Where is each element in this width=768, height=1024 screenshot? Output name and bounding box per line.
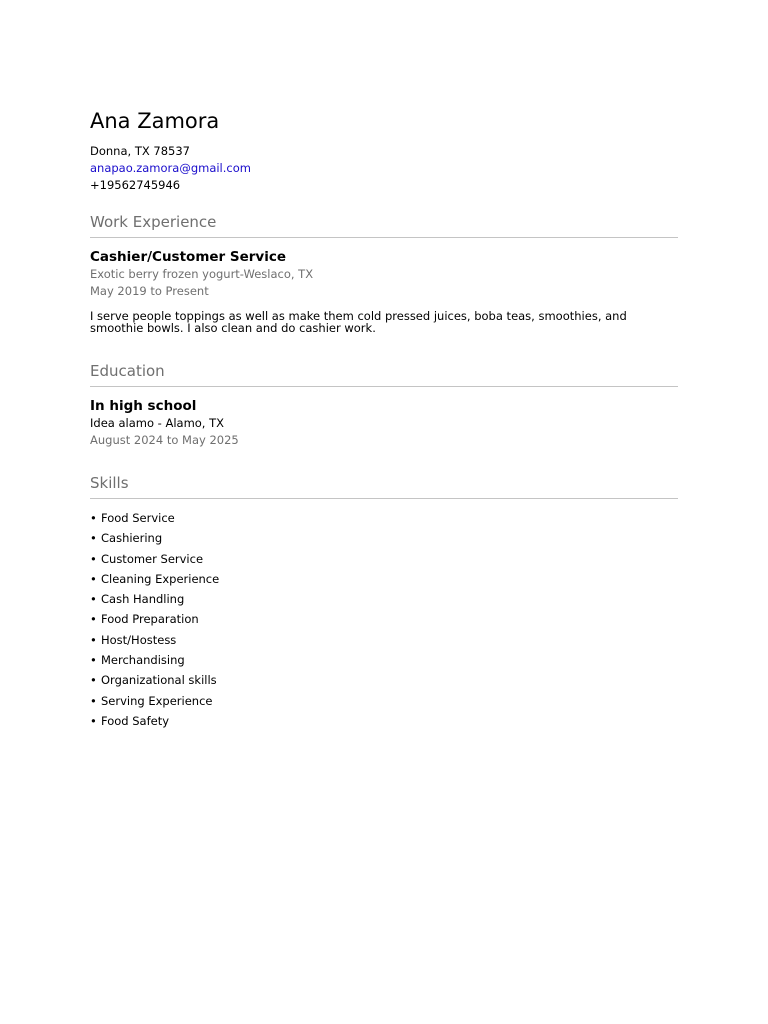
list-item: [90, 589, 678, 609]
bullet-icon: •: [90, 632, 97, 647]
list-item: [90, 691, 678, 711]
skill-text: Food Safety: [101, 713, 170, 728]
bullet-icon: •: [90, 592, 97, 607]
skills-heading: Skills: [90, 474, 129, 492]
skill-text: Cleaning Experience: [101, 571, 220, 586]
list-item: [90, 508, 678, 528]
job-description: I serve people toppings as well as make them cold pressed juices, boba teas, smoothies, and smoothie bowls. I also clean and do cashier work.: [90, 309, 627, 335]
list-item: [90, 528, 678, 548]
list-item: [90, 549, 678, 569]
education-section: [90, 361, 678, 449]
work-experience-section: [90, 212, 678, 334]
skill-text: Food Preparation: [101, 612, 199, 627]
bullet-icon: •: [90, 551, 97, 566]
skill-text: Merchandising: [101, 653, 185, 668]
skill-text: Host/Hostess: [101, 632, 177, 647]
education-degree: In high school: [90, 398, 197, 414]
list-item: [90, 650, 678, 670]
list-item: [90, 609, 678, 629]
bullet-icon: •: [90, 713, 97, 728]
skill-text: Serving Experience: [101, 693, 213, 708]
job-title: Cashier/Customer Service: [90, 249, 287, 265]
bullet-icon: •: [90, 673, 97, 688]
work-experience-heading: Work Experience: [90, 213, 217, 231]
education-dates: August 2024 to May 2025: [90, 433, 239, 447]
list-item: [90, 630, 678, 650]
list-item: [90, 670, 678, 690]
list-item: [90, 711, 678, 731]
job-dates: May 2019 to Present: [90, 284, 209, 298]
phone-text: +19562745946: [90, 178, 181, 192]
section-divider: [90, 237, 678, 238]
skill-text: Cash Handling: [101, 592, 185, 607]
skills-list: [90, 508, 678, 731]
candidate-name: Ana Zamora: [90, 109, 220, 133]
skill-text: Food Service: [101, 511, 175, 525]
section-divider: [90, 386, 678, 387]
location-text: Donna, TX 78537: [90, 144, 190, 158]
bullet-icon: •: [90, 653, 97, 668]
skill-text: Organizational skills: [101, 673, 217, 688]
section-divider: [90, 498, 678, 499]
skills-section: [90, 473, 678, 731]
education-school: Idea alamo - Alamo, TX: [90, 416, 225, 430]
skill-text: Cashiering: [101, 531, 163, 546]
list-item: [90, 569, 678, 589]
bullet-icon: •: [90, 531, 97, 546]
resume-page: [90, 108, 678, 731]
bullet-icon: •: [90, 612, 97, 627]
job-company: Exotic berry frozen yogurt-Weslaco, TX: [90, 267, 314, 281]
skill-text: Customer Service: [101, 551, 204, 566]
bullet-icon: •: [90, 571, 97, 586]
email-link[interactable]: anapao.zamora@gmail.com: [90, 161, 251, 175]
bullet-icon: •: [90, 693, 97, 708]
education-heading: Education: [90, 362, 165, 380]
bullet-icon: •: [90, 511, 97, 525]
